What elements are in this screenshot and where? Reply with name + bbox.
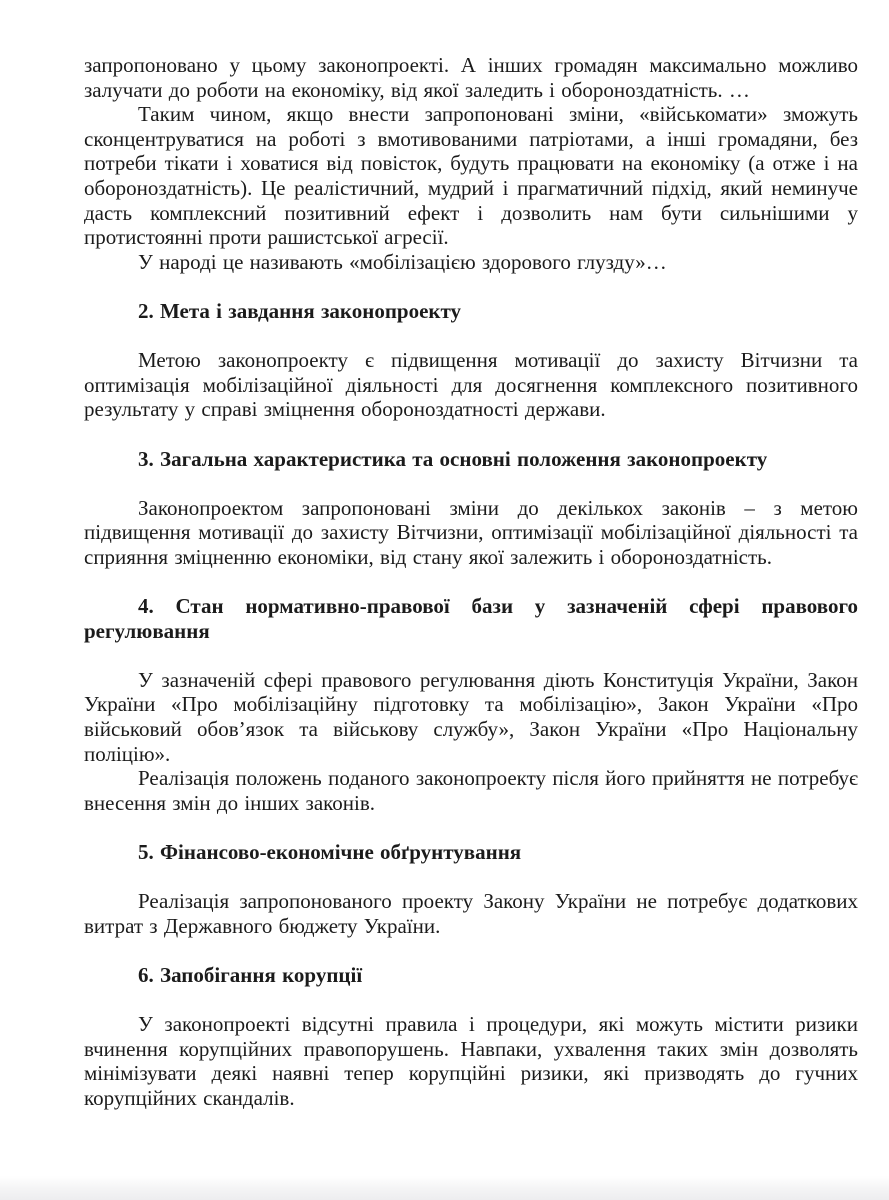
paragraph-folk-saying: У народі це називають «мобілізацією здорового глузду»… bbox=[138, 249, 667, 274]
heading-section-3-characteristics: 3. Загальна характеристика та основні положення законопроекту bbox=[138, 446, 768, 471]
paragraph-intro-continuation: запропоновано у цьому законопроекті. А інших громадян максимально можливо залучати до роботи на економіку, від якої заледить і обороноздатність. … bbox=[84, 53, 858, 102]
heading-section-5-financial: 5. Фінансово-економічне обґрунтування bbox=[138, 840, 522, 864]
heading-section-6-corruption: 6. Запобігання корупції bbox=[138, 962, 363, 987]
heading-section-4-legal-base: 4. Стан нормативно-правової бази у зазначеній сфері правового регулювання bbox=[84, 594, 858, 643]
paragraph-financial: Реалізація запропонованого проекту Закону України не потребує додаткових витрат з Державного бюджету України. bbox=[84, 889, 858, 938]
paragraph-legal-base: У зазначеній сфері правового регулювання діють Конституція України, Закон України «Про мобілізаційну підготовку та мобілізацію», Закон України «Про військовий обов’язок та військову службу», Закон України «Про Національну поліцію». bbox=[84, 667, 858, 766]
paragraph-implementation: Реалізація положень поданого законопроекту після його прийняття не потребує внесення змін до інших законів. bbox=[84, 766, 858, 815]
paragraph-conclusion-mobilization: Таким чином, якщо внести запропоновані зміни, «військомати» зможуть сконцентруватися на роботі з вмотивованими патріотами, а інші громадяни, без потреби тікати і ховатися від повісток, будуть працювати на економіку (а отже і на обороноздатність). Це реалістичний, мудрий і прагматичний підхід, який неминуче дасть комплексний позитивний ефект і дозволить нам бути сильнішими у протистоянні проти рашистської агресії. bbox=[84, 102, 858, 250]
paragraph-characteristics: Законопроектом запропоновані зміни до декількох законів – з метою підвищення мотивації до захисту Вітчизни, оптимізації мобілізаційної діяльності та сприяння зміцненню економіки, від стану якої залежить і обороноздатність. bbox=[84, 495, 858, 569]
paragraph-goal: Метою законопроекту є підвищення мотивації до захисту Вітчизни та оптимізація мобілізаційної діяльності для досягнення комплексного позитивного результату у справі зміцнення обороноздатності держави. bbox=[84, 348, 858, 422]
paragraph-corruption: У законопроекті відсутні правила і процедури, які можуть містити ризики вчинення корупційних правопорушень. Навпаки, ухвалення таких змін дозволять мінімізувати деякі наявні тепер корупційні ризики, які призводять до гучних корупційних скандалів. bbox=[84, 1012, 858, 1110]
heading-section-2-goal: 2. Мета і завдання законопроекту bbox=[138, 298, 462, 323]
page-bottom-edge bbox=[0, 1176, 889, 1200]
document-text-block bbox=[84, 53, 858, 1111]
